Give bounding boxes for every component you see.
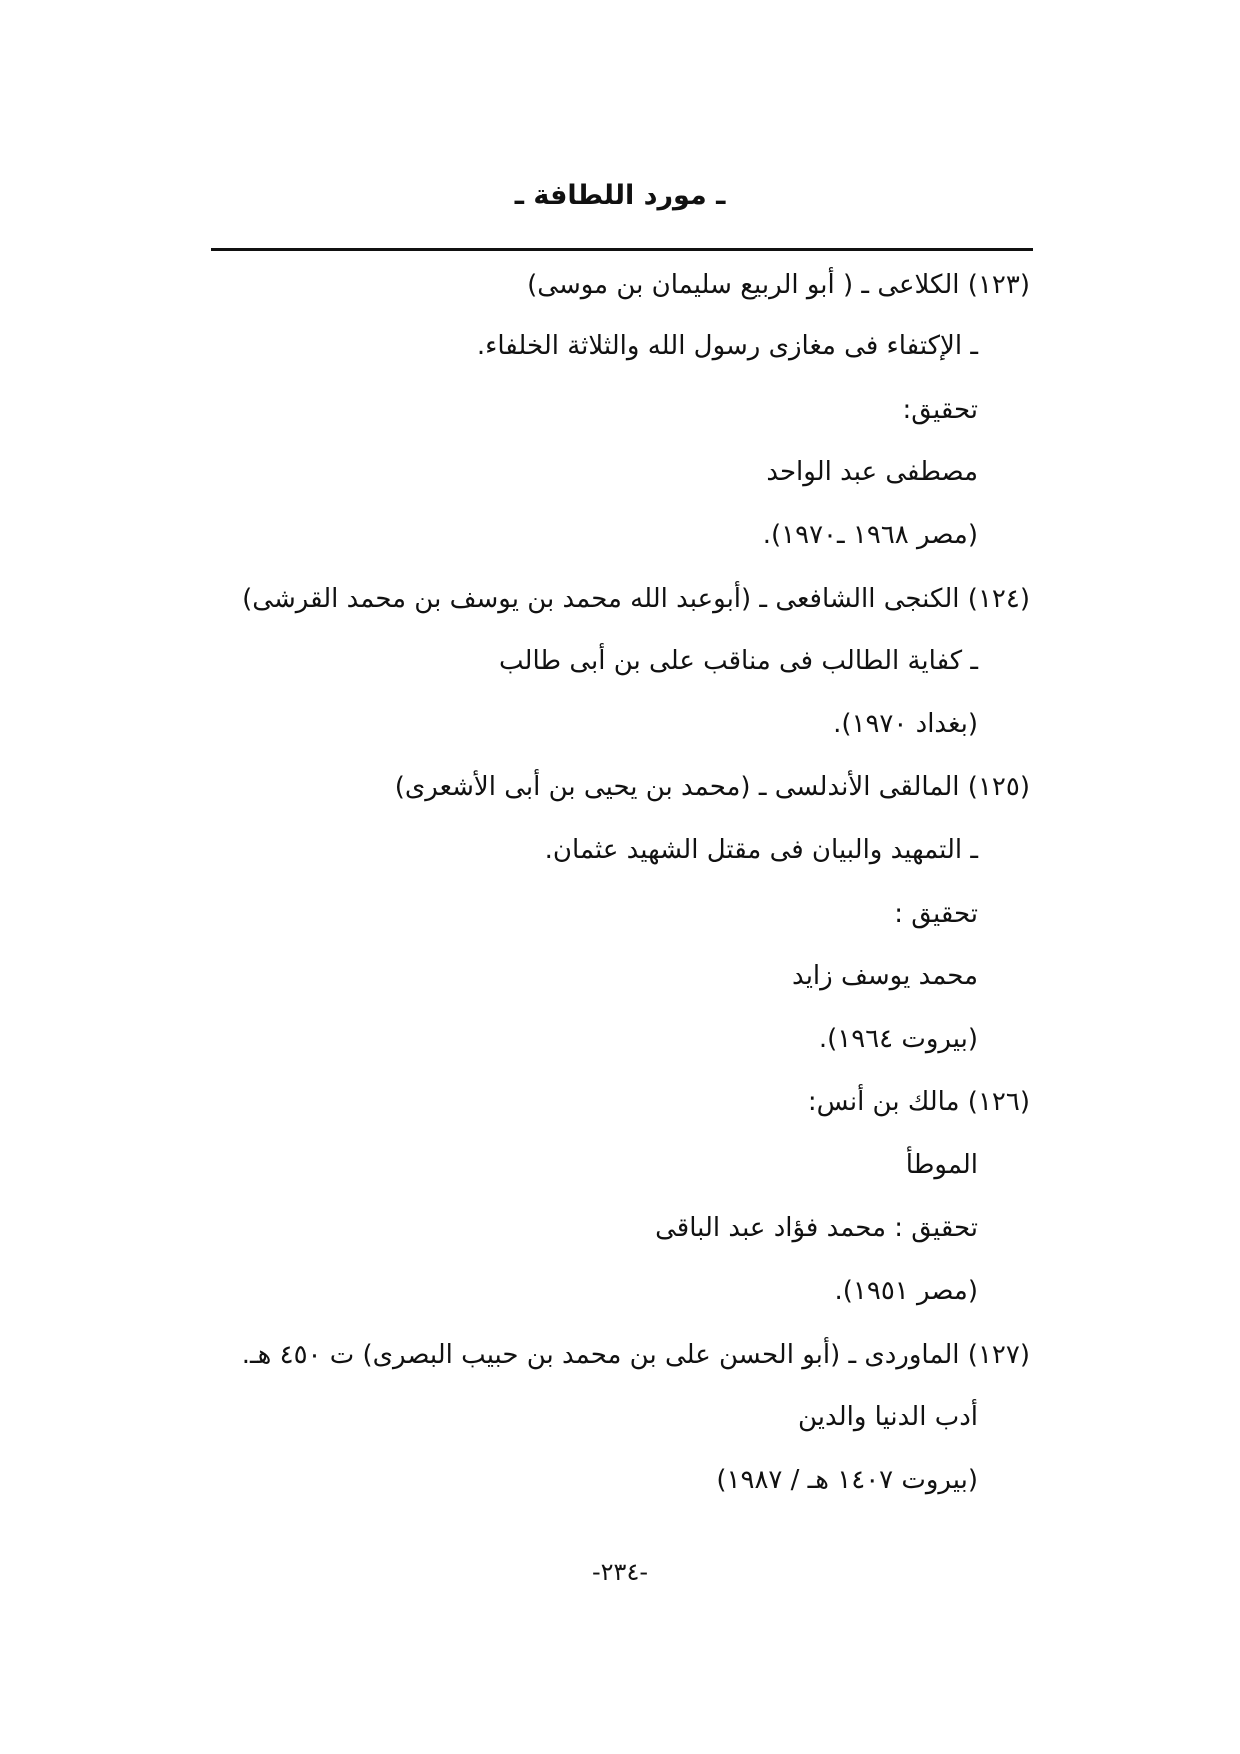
entry-line: مصطفى عبد الواحد [766,457,978,487]
entry-heading-127: (١٢٧) الماوردى ـ (أبو الحسن على بن محمد بن حبيب البصرى) ت ٤٥٠ هـ. [241,1340,1030,1370]
running-header: ـ مورد اللطافة ـ [514,180,726,211]
entry-heading-124: (١٢٤) الكنجى االشافعى ـ (أبوعبد الله محمد بن يوسف بن محمد القرشى) [242,584,1030,614]
entry-line: ـ كفاية الطالب فى مناقب على بن أبى طالب [499,646,978,676]
entry-heading-123: (١٢٣) الكلاعى ـ ( أبو الربيع سليمان بن موسى) [527,270,1030,300]
entry-line: (بغداد ١٩٧٠). [833,709,978,739]
entry-line: (مصر ١٩٦٨ ـ١٩٧٠). [762,520,978,550]
entry-line: ـ التمهيد والبيان فى مقتل الشهيد عثمان. [544,835,978,865]
entry-line: تحقيق: [902,395,978,425]
entry-line: (بيروت ١٤٠٧ هـ / ١٩٨٧) [716,1465,978,1495]
entry-line: تحقيق : [894,899,978,929]
entry-line: (مصر ١٩٥١). [834,1276,978,1306]
entry-line: (بيروت ١٩٦٤). [818,1024,978,1054]
entry-line: أدب الدنيا والدين [798,1402,978,1432]
entry-line: ـ الإكتفاء فى مغازى رسول الله والثلاثة الخلفاء. [476,331,978,361]
entry-line: الموطأ [905,1150,978,1180]
header-rule [211,248,1033,251]
entry-heading-126: (١٢٦) مالك بن أنس: [807,1087,1030,1117]
entry-heading-125: (١٢٥) المالقى الأندلسى ـ (محمد بن يحيى بن أبى الأشعرى) [394,772,1030,802]
entry-line: تحقيق : محمد فؤاد عبد الباقى [655,1213,978,1243]
page-number: -٢٣٤- [591,1558,648,1586]
entry-line: محمد يوسف زايد [792,961,978,991]
